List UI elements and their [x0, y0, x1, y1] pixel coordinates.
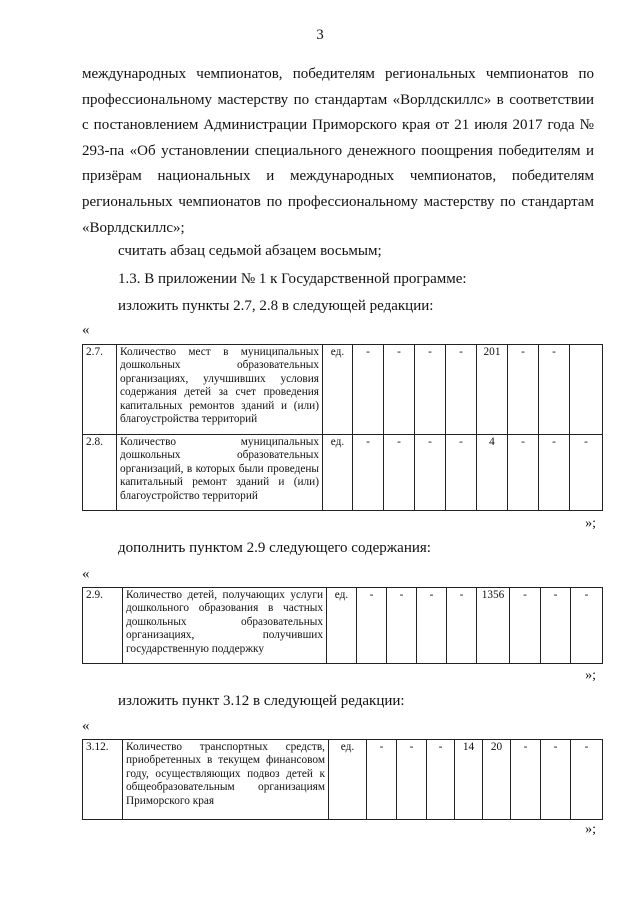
- row-unit: ед.: [323, 345, 353, 435]
- row-value: -: [571, 740, 603, 820]
- row-value: -: [353, 435, 384, 511]
- row-description: Количество мест в муниципальных дошкольных образовательных организациях, улучшивших условия содержания детей за счет проведения капитальных ремонтов зданий и (или) благоустройства территорий: [117, 345, 323, 435]
- row-number: 2.9.: [83, 588, 123, 664]
- row-value: 20: [483, 740, 511, 820]
- line-count-paragraph: считать абзац седьмой абзацем восьмым;: [118, 243, 382, 259]
- row-value: -: [357, 588, 387, 664]
- section-heading: 1.3. В приложении № 1 к Государственной программе:: [118, 271, 467, 287]
- row-value: -: [541, 740, 571, 820]
- row-number: 3.12.: [83, 740, 123, 820]
- table-row: [83, 435, 603, 511]
- table-items-2-7-2-8: [82, 344, 603, 511]
- table-row: [83, 588, 603, 664]
- close-quote-1: »;: [585, 516, 596, 531]
- amend-instruction-3: изложить пункт 3.12 в следующей редакции:: [118, 693, 405, 709]
- row-value: -: [570, 435, 603, 511]
- page-number: 3: [316, 27, 324, 43]
- close-quote-2: »;: [585, 668, 596, 683]
- row-description: Количество детей, получающих услуги дошкольного образования в частных дошкольных образовательных организациях, получивших государственную поддержку: [123, 588, 327, 664]
- row-value: -: [447, 588, 477, 664]
- row-value: 4: [477, 435, 508, 511]
- row-value: -: [446, 435, 477, 511]
- row-value: -: [446, 345, 477, 435]
- row-unit: ед.: [327, 588, 357, 664]
- row-number: 2.7.: [83, 345, 117, 435]
- open-quote-3: «: [82, 718, 90, 734]
- row-value: 201: [477, 345, 508, 435]
- row-unit: ед.: [323, 435, 353, 511]
- row-value: -: [397, 740, 427, 820]
- row-value: -: [541, 588, 571, 664]
- open-quote-2: «: [82, 566, 90, 582]
- row-value: -: [511, 740, 541, 820]
- table-row: [83, 345, 603, 435]
- row-unit: ед.: [329, 740, 367, 820]
- row-description: Количество транспортных средств, приобретенных в текущем финансовом году, осуществляющих подвоз детей к общеобразовательным организациям Приморского края: [123, 740, 329, 820]
- table-item-3-12: [82, 739, 603, 820]
- row-value: -: [571, 588, 603, 664]
- open-quote-1: «: [82, 322, 90, 338]
- row-number: 2.8.: [83, 435, 117, 511]
- amend-instruction-1: изложить пункты 2.7, 2.8 в следующей редакции:: [118, 298, 434, 314]
- row-value: -: [539, 435, 570, 511]
- row-value: -: [415, 435, 446, 511]
- row-value: -: [415, 345, 446, 435]
- row-value: 1356: [477, 588, 510, 664]
- row-value: -: [508, 435, 539, 511]
- row-value: -: [427, 740, 455, 820]
- row-value: -: [353, 345, 384, 435]
- table-row: [83, 740, 603, 820]
- amend-instruction-2: дополнить пунктом 2.9 следующего содержания:: [118, 540, 431, 556]
- row-description: Количество муниципальных дошкольных образовательных организаций, в которых были проведены капитальный ремонт зданий и (или) благоустройство территорий: [117, 435, 323, 511]
- row-value: -: [539, 345, 570, 435]
- close-quote-3: »;: [585, 822, 596, 837]
- row-value: -: [510, 588, 541, 664]
- intro-paragraph: международных чемпионатов, победителям региональных чемпионатов по профессиональному мастерству по стандартам «Ворлдскиллс» в соответствии с постановлением Администрации Приморского края от 21 июля 2017 года № 293-па «Об установлении специального денежного поощрения победителям и призёрам национальных и международных чемпионатов, победителям региональных чемпионатов по профессиональному мастерству по стандартам «Ворлдскиллс»;: [82, 66, 594, 236]
- row-value: -: [508, 345, 539, 435]
- table-item-2-9: [82, 587, 603, 664]
- row-value: -: [417, 588, 447, 664]
- row-value: [570, 345, 603, 435]
- row-value: -: [384, 435, 415, 511]
- row-value: -: [387, 588, 417, 664]
- row-value: -: [384, 345, 415, 435]
- row-value: 14: [455, 740, 483, 820]
- row-value: -: [367, 740, 397, 820]
